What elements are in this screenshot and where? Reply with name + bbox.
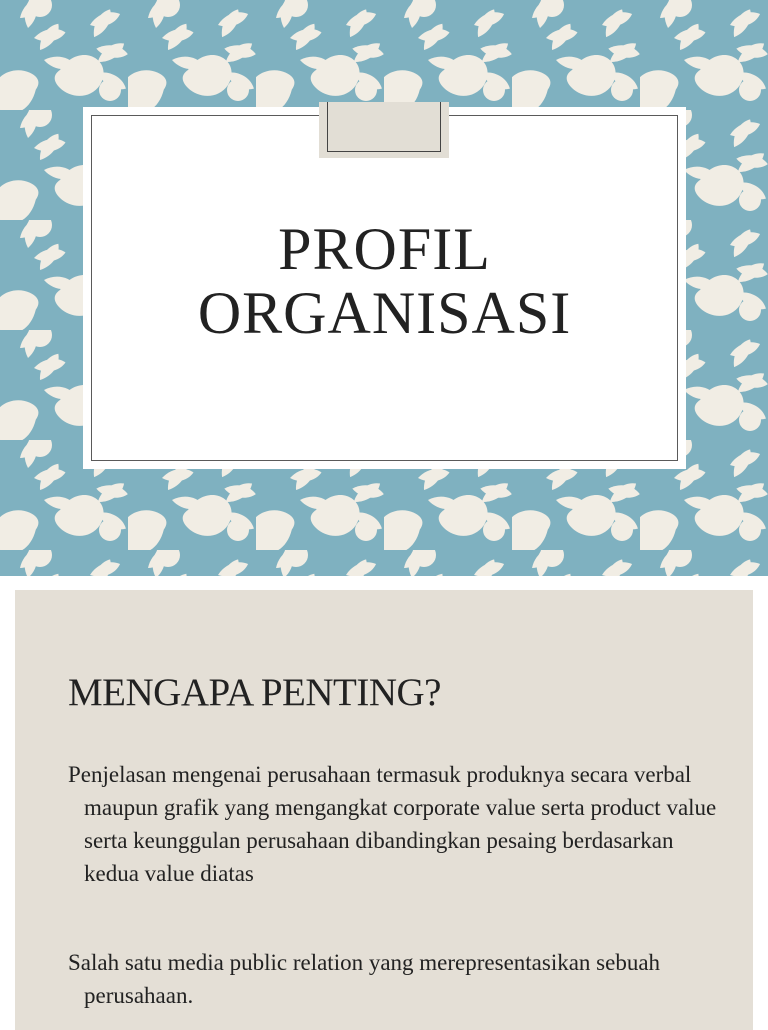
card-tab-border: [327, 102, 441, 152]
title-line-1: PROFIL: [278, 216, 491, 282]
paragraph-1: Penjelasan mengenai perusahaan termasuk produknya secara verbal maupun grafik yang mengangkat corporate value serta product value serta keunggulan perusahaan dibandingkan pesaing berdasarkan kedua value diatas: [68, 762, 717, 886]
slide-heading: MENGAPA PENTING?: [68, 671, 441, 714]
content-slide: [15, 590, 753, 1030]
slide-title: [83, 217, 686, 345]
paragraph-2: Salah satu media public relation yang merepresentasikan sebuah perusahaan.: [68, 950, 661, 1008]
title-card: [83, 107, 686, 469]
title-line-2: ORGANISASI: [197, 280, 572, 346]
card-tab: [319, 102, 449, 158]
